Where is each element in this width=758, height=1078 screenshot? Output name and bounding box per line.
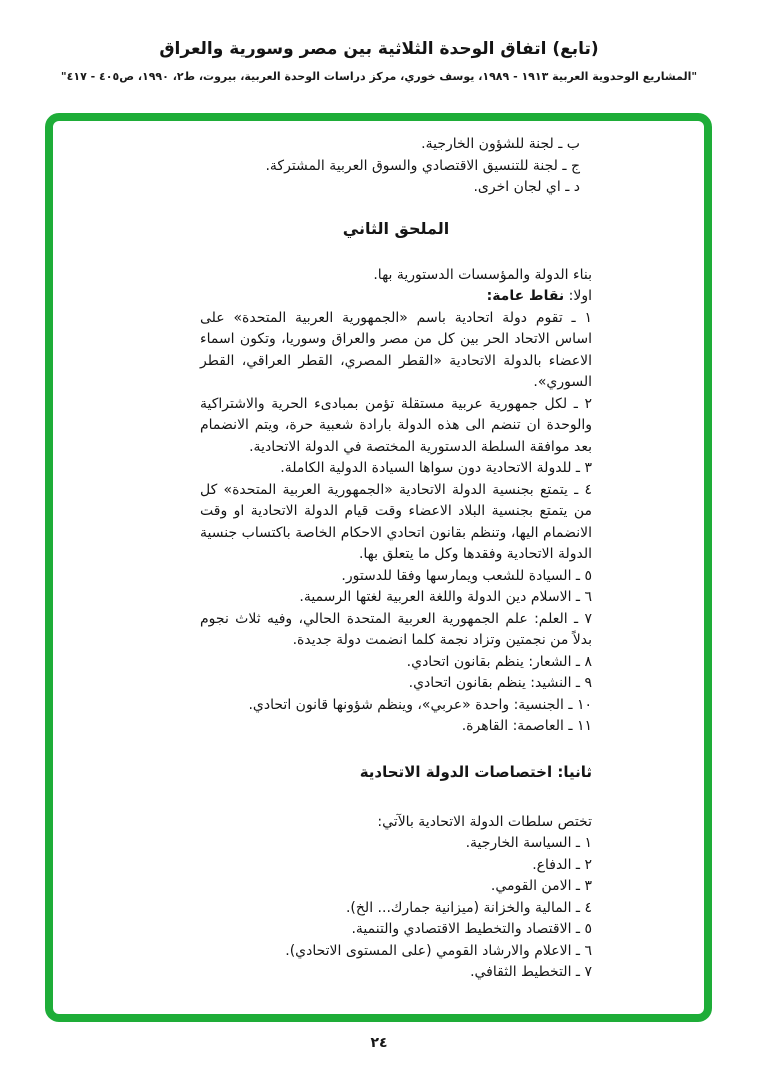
paragraph: ٥ ـ السيادة للشعب ويمارسها وفقا للدستور. (341, 567, 592, 584)
paragraph: ٢ ـ لكل جمهورية عربية مستقلة تؤمن بمبادىء الحرية والاشتراكية والوحدة ان تنضم الى هذه الدولة بارادة شعبية حرة، ويتم الانضمام بعد موافقة السلطة الدستورية المختصة في الدولة الاتحادية. (200, 395, 592, 455)
paragraph: ١٠ ـ الجنسية: واحدة «عربي»، وينظم شؤونها قانون اتحادي. (248, 696, 592, 713)
paragraph: ٢ ـ الدفاع. (532, 856, 592, 873)
paragraph: ٧ ـ العلم: علم الجمهورية العربية المتحدة الحالي، وفيه ثلاث نجوم بدلاً من نجمتين وتزاد نجمة كلما انضمت دولة جديدة. (200, 610, 592, 648)
document-title: (تابع) اتفاق الوحدة الثلاثية بين مصر وسورية والعراق (159, 39, 599, 59)
paragraph: ١١ ـ العاصمة: القاهرة. (461, 718, 592, 734)
paragraph: ١ ـ تقوم دولة اتحادية باسم «الجمهورية العربية المتحدة» على اساس الاتحاد الحر بين كل من مصر والعراق وسوريا، وتكون اسماء الاعضاء بالدولة الاتحادية «القطر المصري، القطر العراقي، القطر السوري». (200, 309, 592, 390)
paragraph: ٤ ـ يتمتع بجنسية الدولة الاتحادية «الجمهورية العربية المتحدة» كل من يتمتع بجنسية البلاد الاعضاء وقت قيام الدولة الاتحادية او وقت الانضمام اليها، وتنظم بقانون اتحادي الاحكام الخاصة باكتساب جنسية الدولة الاتحادية وفقدها وكل ما يتعلق بها. (200, 481, 592, 562)
green-content-frame (45, 113, 712, 1022)
paragraph: ١ ـ السياسة الخارجية. (465, 835, 592, 851)
list-item-line: ج ـ لجنة للتنسيق الاقتصادي والسوق العربية المشتركة. (265, 157, 580, 174)
paragraph: ٨ ـ الشعار: ينظم بقانون اتحادي. (406, 653, 592, 670)
label-prefix: اولا: (564, 288, 592, 304)
section-heading: ثانيا: اختصاصات الدولة الاتحادية (359, 762, 592, 781)
paragraph: ٣ ـ للدولة الاتحادية دون سواها السيادة الدولية الكاملة. (280, 460, 592, 476)
document-source-citation: "المشاريع الوحدوية العربية ١٩١٣ - ١٩٨٩، يوسف خوري، مركز دراسات الوحدة العربية، بيروت، ط٢، ١٩٩٠، ص٤٠٥ - ٤١٧" (60, 70, 698, 83)
annex-heading: الملحق الثاني (342, 218, 450, 238)
text-line: بناء الدولة والمؤسسات الدستورية بها. (373, 266, 592, 283)
page-number: ٢٤ (370, 1035, 388, 1051)
section-label-line (200, 286, 592, 308)
paragraph: ٦ ـ الاعلام والارشاد القومي (على المستوى الاتحادي). (285, 942, 592, 959)
list-item-line: ب ـ لجنة للشؤون الخارجية. (421, 136, 580, 152)
paragraph: ٦ ـ الاسلام دين الدولة واللغة العربية لغتها الرسمية. (299, 589, 592, 605)
list-item-line: د ـ اي لجان اخرى. (473, 179, 580, 195)
content-column (200, 134, 592, 984)
paragraph: ٤ ـ المالية والخزانة (ميزانية جمارك... الخ). (345, 899, 592, 916)
paragraph: ٥ ـ الاقتصاد والتخطيط الاقتصادي والتنمية. (351, 921, 592, 937)
paragraph: ٩ ـ النشيد: ينظم بقانون اتحادي. (408, 675, 592, 691)
paragraph: ٣ ـ الامن القومي. (490, 878, 592, 894)
text-line: تختص سلطات الدولة الاتحادية بالآتي: (377, 813, 592, 830)
paragraph: ٧ ـ التخطيط الثقافي. (470, 964, 592, 980)
label-bold-part: نقاط عامة: (486, 288, 565, 304)
